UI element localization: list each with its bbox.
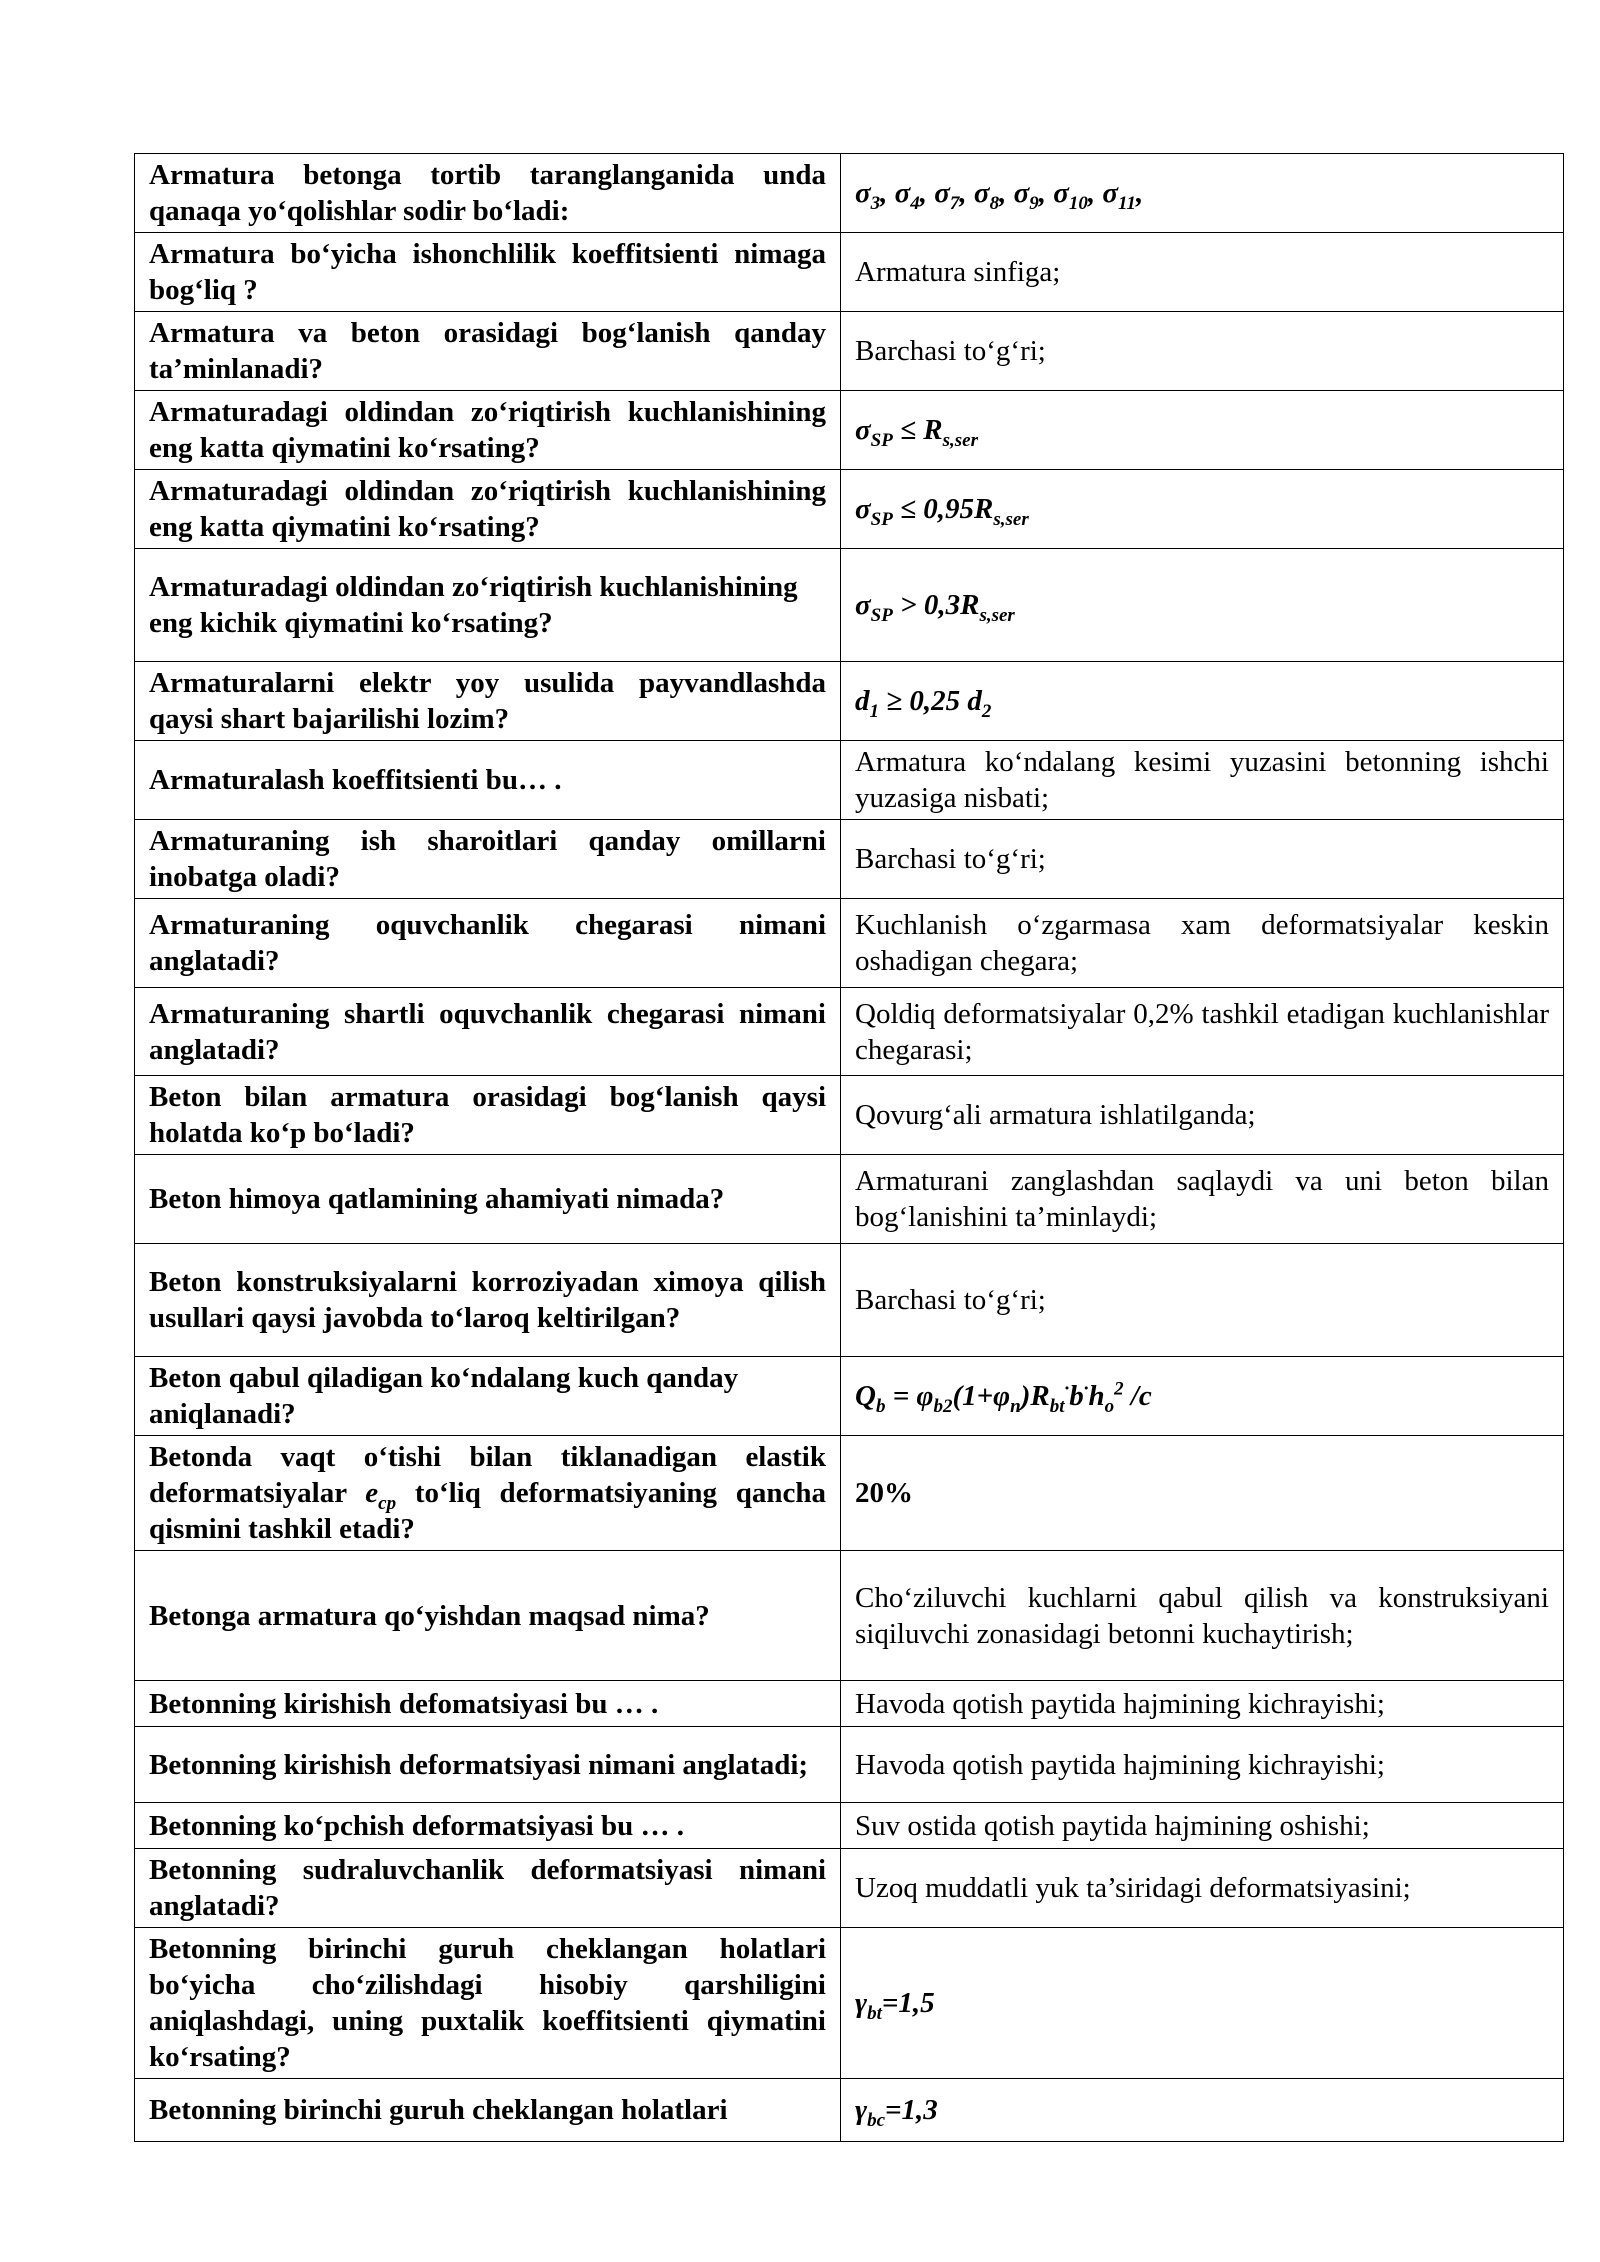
table-row bbox=[135, 470, 1564, 549]
answer-cell: Havoda qotish paytida hajmining kichrayishi; bbox=[841, 1727, 1564, 1803]
table-row bbox=[135, 1803, 1564, 1849]
formula: $Q_b = \varphi_{b2}(1+\varphi_n)R_{bt}^\cdot b^\cdot h_o^2$ /c bbox=[855, 1378, 1152, 1417]
answer-cell bbox=[841, 154, 1564, 233]
table-row bbox=[135, 391, 1564, 470]
answer-cell: Qoldiq deformatsiyalar 0,2% tashkil etadigan kuchlanishlar chegarasi; bbox=[841, 988, 1564, 1076]
answer-cell: Suv ostida qotish paytida hajmining oshishi; bbox=[841, 1803, 1564, 1849]
answer-cell: Barchasi to‘g‘ri; bbox=[841, 820, 1564, 899]
table-row bbox=[135, 1928, 1564, 2079]
answer-cell: Cho‘ziluvchi kuchlarni qabul qilish va konstruksiyani siqiluvchi zonasidagi betonni kuchaytirish; bbox=[841, 1551, 1564, 1681]
question-cell: Betonda vaqt o‘tishi bilan tiklanadigan elastik deformatsiyalar $e_{cp}$ to‘liq deformatsiyaning qancha qismini tashkil etadi? bbox=[135, 1436, 841, 1551]
question-cell: Beton konstruksiyalarni korroziyadan ximoya qilish usullari qaysi javobda to‘laroq keltirilgan? bbox=[135, 1244, 841, 1357]
table-row bbox=[135, 662, 1564, 741]
answer-cell: Armaturani zanglashdan saqlaydi va uni beton bilan bog‘lanishini ta’minlaydi; bbox=[841, 1155, 1564, 1244]
question-cell: Beton bilan armatura orasidagi bog‘lanish qaysi holatda ko‘p bo‘ladi? bbox=[135, 1076, 841, 1155]
table-row bbox=[135, 154, 1564, 233]
answer-cell: Barchasi to‘g‘ri; bbox=[841, 1244, 1564, 1357]
answer-cell: Havoda qotish paytida hajmining kichrayishi; bbox=[841, 1681, 1564, 1727]
question-cell: Beton himoya qatlamining ahamiyati nimada? bbox=[135, 1155, 841, 1244]
table-row bbox=[135, 2079, 1564, 2142]
table-row bbox=[135, 1436, 1564, 1551]
answer-cell bbox=[841, 2079, 1564, 2142]
question-cell: Betonning ko‘pchish deformatsiyasi bu … . bbox=[135, 1803, 841, 1849]
table-row bbox=[135, 1076, 1564, 1155]
table-row bbox=[135, 988, 1564, 1076]
question-cell: Betonning kirishish deformatsiyasi nimani anglatadi; bbox=[135, 1727, 841, 1803]
question-cell: Armatura betonga tortib taranglanganida unda qanaqa yo‘qolishlar sodir bo‘ladi: bbox=[135, 154, 841, 233]
table-row bbox=[135, 1849, 1564, 1928]
question-cell: Armaturadagi oldindan zo‘riqtirish kuchlanishining eng kichik qiymatini ko‘rsating? bbox=[135, 549, 841, 662]
table-row bbox=[135, 1727, 1564, 1803]
table-row bbox=[135, 1551, 1564, 1681]
table-row bbox=[135, 549, 1564, 662]
question-cell: Armatura bo‘yicha ishonchlilik koeffitsienti nimaga bog‘liq ? bbox=[135, 233, 841, 312]
table-row bbox=[135, 1681, 1564, 1727]
answer-cell: Qovurg‘ali armatura ishlatilganda; bbox=[841, 1076, 1564, 1155]
question-cell: Betonga armatura qo‘yishdan maqsad nima? bbox=[135, 1551, 841, 1681]
answer-cell: Armatura sinfiga; bbox=[841, 233, 1564, 312]
formula: $\sigma_3$, $\sigma_4$, $\sigma_7$, $\sigma_8$, $\sigma_9$, $\sigma_{10}$, $\sigma_{11}$, bbox=[855, 177, 1144, 214]
question-cell: Armatura va beton orasidagi bog‘lanish qanday ta’minlanadi? bbox=[135, 312, 841, 391]
answer-cell bbox=[841, 662, 1564, 741]
question-cell: Armaturaning oquvchanlik chegarasi nimani anglatadi? bbox=[135, 899, 841, 988]
answer-cell bbox=[841, 1928, 1564, 2079]
answer-cell: 20% bbox=[841, 1436, 1564, 1551]
question-cell: Betonning birinchi guruh cheklangan holatlari bo‘yicha cho‘zilishdagi hisobiy qarshiligini aniqlashdagi, uning puxtalik koeffitsienti qiymatini ko‘rsating? bbox=[135, 1928, 841, 2079]
question-cell: Beton qabul qiladigan ko‘ndalang kuch qanday aniqlanadi? bbox=[135, 1357, 841, 1436]
formula: $\sigma_{SP} > 0,3R_{s,ser}$ bbox=[855, 589, 1015, 626]
answer-cell bbox=[841, 470, 1564, 549]
table-row bbox=[135, 312, 1564, 391]
answer-cell: Kuchlanish o‘zgarmasa xam deformatsiyalar keskin oshadigan chegara; bbox=[841, 899, 1564, 988]
question-cell: Betonning kirishish defomatsiyasi bu … . bbox=[135, 1681, 841, 1727]
question-cell: Armaturalash koeffitsienti bu… . bbox=[135, 741, 841, 820]
table-row bbox=[135, 1357, 1564, 1436]
question-cell: Armaturalarni elektr yoy usulida payvandlashda qaysi shart bajarilishi lozim? bbox=[135, 662, 841, 741]
answer-cell: Barchasi to‘g‘ri; bbox=[841, 312, 1564, 391]
formula: $\gamma_{bt}=1,5$ bbox=[855, 1987, 935, 2024]
table-row bbox=[135, 741, 1564, 820]
formula: $\sigma_{SP} \le 0,95R_{s,ser}$ bbox=[855, 493, 1029, 530]
qa-table bbox=[134, 153, 1564, 2142]
table-row bbox=[135, 233, 1564, 312]
question-cell: Armaturaning ish sharoitlari qanday omillarni inobatga oladi? bbox=[135, 820, 841, 899]
formula: $\sigma_{SP} \le R_{s,ser}$ bbox=[855, 414, 978, 451]
answer-cell: Uzoq muddatli yuk ta’siridagi deformatsiyasini; bbox=[841, 1849, 1564, 1928]
answer-cell: Armatura ko‘ndalang kesimi yuzasini betonning ishchi yuzasiga nisbati; bbox=[841, 741, 1564, 820]
formula: $\gamma_{bc}=1,3$ bbox=[855, 2094, 938, 2131]
question-cell: Betonning birinchi guruh cheklangan holatlari bbox=[135, 2079, 841, 2142]
formula: $d_1 \ge 0,25$ $d_2$ bbox=[855, 685, 992, 722]
table-row bbox=[135, 1244, 1564, 1357]
answer-cell bbox=[841, 1357, 1564, 1436]
answer-cell bbox=[841, 391, 1564, 470]
table-row bbox=[135, 899, 1564, 988]
question-cell: Armaturaning shartli oquvchanlik chegarasi nimani anglatadi? bbox=[135, 988, 841, 1076]
question-cell: Armaturadagi oldindan zo‘riqtirish kuchlanishining eng katta qiymatini ko‘rsating? bbox=[135, 391, 841, 470]
question-cell: Armaturadagi oldindan zo‘riqtirish kuchlanishining eng katta qiymatini ko‘rsating? bbox=[135, 470, 841, 549]
answer-cell bbox=[841, 549, 1564, 662]
table-row bbox=[135, 1155, 1564, 1244]
table-row bbox=[135, 820, 1564, 899]
question-cell: Betonning sudraluvchanlik deformatsiyasi nimani anglatadi? bbox=[135, 1849, 841, 1928]
